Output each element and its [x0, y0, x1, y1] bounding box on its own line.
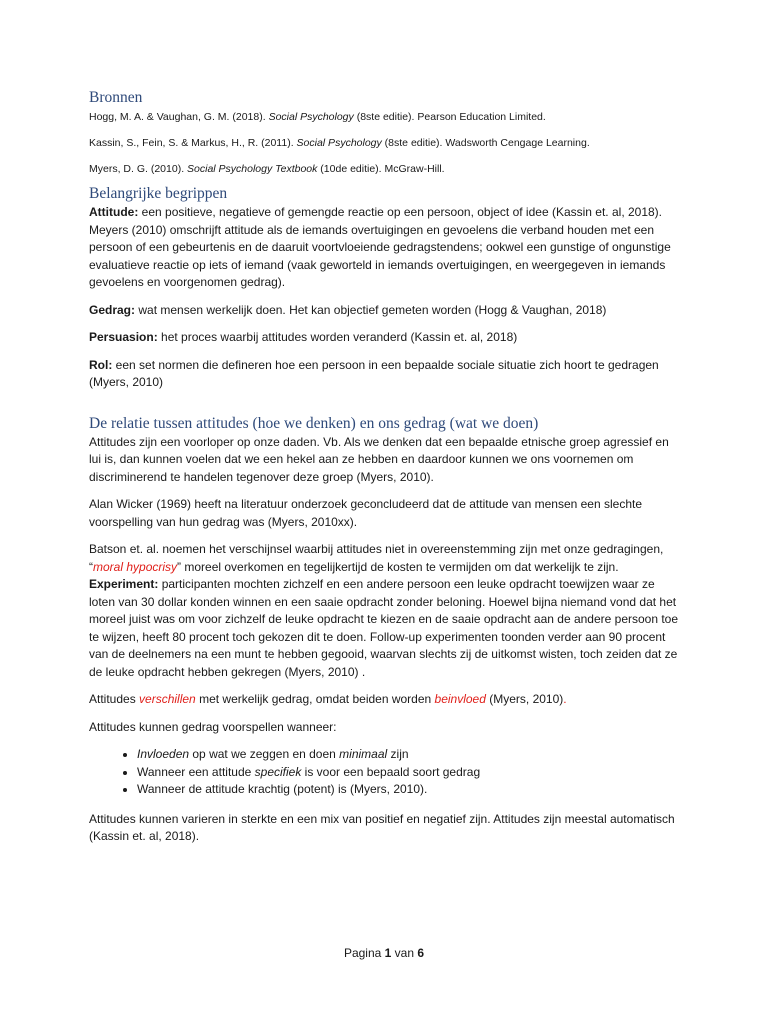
rol-definition: Rol: een set normen die defineren hoe een persoon in een bepaalde sociale situatie zich hoort te gedragen (Myers, 2010) [89, 357, 659, 389]
gedrag-definition: Gedrag: wat mensen werkelijk doen. Het kan objectief gemeten worden (Hogg & Vaughan, 2018) [89, 302, 607, 317]
conditions-list [89, 746, 679, 799]
relation-paragraph-5: Attitudes kunnen gedrag voorspellen wanneer: [89, 719, 337, 734]
relation-paragraph-6: Attitudes kunnen varieren in sterkte en een mix van positief en negatief zijn. Attitudes zijn meestal automatisch (Kassin et. al, 2018). [89, 811, 675, 843]
concepts-heading: Belangrijke begrippen [89, 185, 228, 202]
persuasion-definition: Persuasion: het proces waarbij attitudes worden veranderd (Kassin et. al, 2018) [89, 330, 518, 344]
list-item: • Wanneer een attitude specifiek is voor een bepaald soort gedrag [137, 764, 679, 782]
moral-hypocrisy-term: moral hypocrisy [93, 559, 178, 574]
relation-heading: De relatie tussen attitudes (hoe we denken) en ons gedrag (wat we doen) [89, 414, 539, 432]
sources-heading: Bronnen [89, 89, 143, 106]
relation-paragraph-1: Attitudes zijn een voorloper op onze daden. Vb. Als we denken dat een bepaalde etnische groep agressief en lui is, dan kunnen voelen dat we een hekel aan ze hebben en daardoor kunnen we ons voornemen om discriminerend te handelen tegenover deze groep (Myers, 2010). [89, 434, 669, 484]
relation-paragraph-3: Batson et. al. noemen het verschijnsel waarbij attitudes niet in overeenstemming zijn met onze gedragingen, “moral hypocrisy” moreel overkomen en tegelijkertijd de kosten te vermijden om dat werkelijk te zijn. Experiment: participanten mochten zichzelf en een andere persoon een leuke opdracht toewijzen waar ze loten van 30 dollar konden winnen en een saaie opdracht zonder beloning. Hoewel bijna niemand vond dat het moreel juist was om voor zichzelf de leuke opdracht te kiezen en de saaie opdracht aan de andere persoon toe te wijzen, heeft 80 procent toch gekozen dit te doen. Follow-up experimenten toonden verder aan 90 procent van de deelnemers na een munt te hebben gegooid, waarvan slechts zij de uitkomst wisten, toch zeiden dat ze de leuke opdracht hebben gekregen (Myers, 2010) . [89, 542, 679, 679]
relation-paragraph-4: Attitudes verschillen met werkelijk gedrag, omdat beiden worden beinvloed (Myers, 2010). [89, 692, 567, 706]
relation-paragraph-2: Alan Wicker (1969) heeft na literatuur onderzoek geconcludeerd dat de attitude van mensen een slechte voorspelling van hun gedrag was (Myers, 2010xx). [89, 497, 643, 529]
list-item: • Invloeden op wat we zeggen en doen minimaal zijn [137, 746, 679, 764]
page-footer: Pagina 1 van 6 [343, 946, 425, 960]
list-item: • Wanneer de attitude krachtig (potent) is (Myers, 2010). [137, 781, 679, 799]
attitude-myers-paragraph: Meyers (2010) omschrijft attitude als de iemands overtuigingen en gevoelens die verband houden met een persoon of een gebeurtenis en de daaruit voortvloeiende gedragstendens; ookwel een gunstige of ongunstige evaluatieve reactie op iets of iemand (vaak geworteld in iemands overtuigingen, en weergegeven in iemands gevoelens en voorgenomen gedrag). [89, 222, 671, 289]
page-content [89, 88, 679, 856]
reference-item: Myers, D. G. (2010). Social Psychology Textbook (10de editie). McGraw-Hill. [89, 163, 445, 175]
reference-item: Kassin, S., Fein, S. & Markus, H., R. (2011). Social Psychology (8ste editie). Wadsworth Cengage Learning. [89, 137, 590, 149]
reference-item: Hogg, M. A. & Vaughan, G. M. (2018). Social Psychology (8ste editie). Pearson Education Limited. [89, 111, 546, 123]
attitude-definition: Attitude: een positieve, negatieve of gemengde reactie op een persoon, object of idee (Kassin et. al, 2018). [89, 205, 663, 219]
